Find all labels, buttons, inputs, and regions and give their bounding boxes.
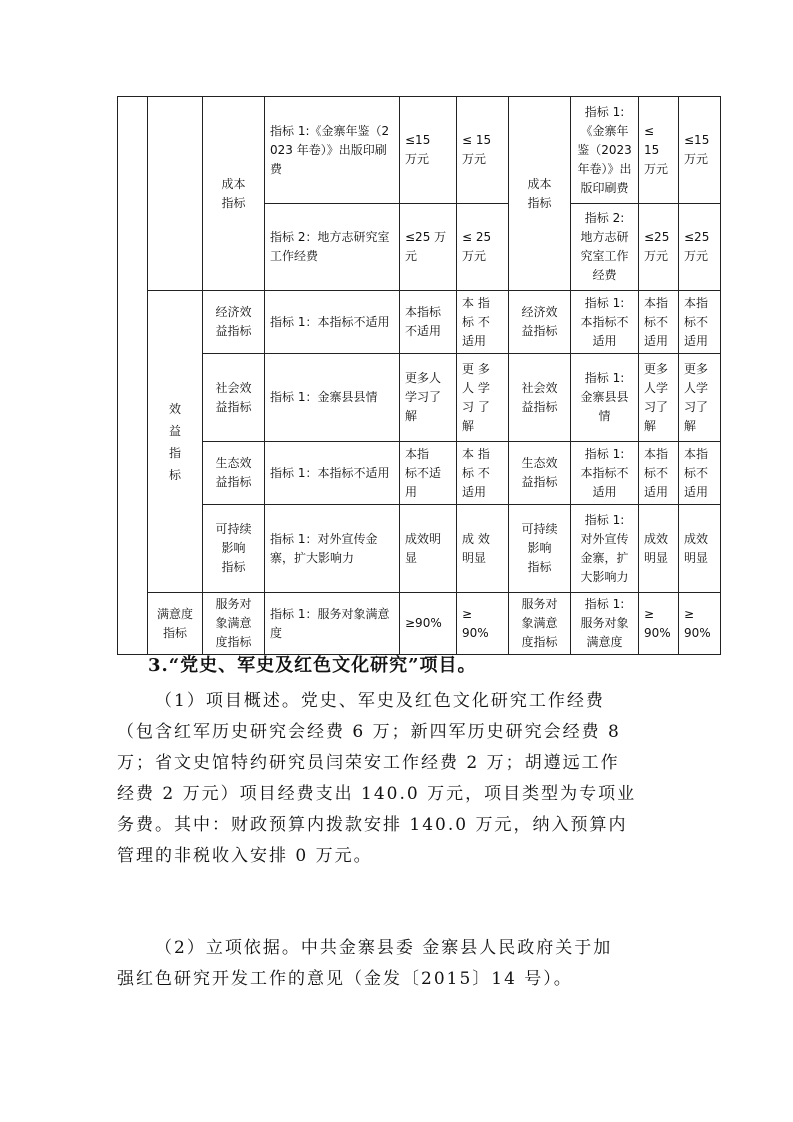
satisfaction-group: 满意度 指标 <box>148 593 203 655</box>
cost-right-category: 成本 指标 <box>509 97 571 291</box>
cost-value1-2: ≤25 万 元 <box>400 204 457 291</box>
cost-right-value2-2: ≤25 万元 <box>679 204 721 291</box>
cost-right-value1-1: ≤ 15 万元 <box>639 97 679 204</box>
performance-indicator-table <box>117 96 721 655</box>
benefit-right-value2-4: 成效 明显 <box>679 505 721 593</box>
satisfaction-right-indicator: 指标 1: 服务对象 满意度 <box>571 593 639 655</box>
benefit-value2-2: 更 多 人 学 习 了 解 <box>457 354 509 442</box>
project-basis-paragraph <box>117 933 677 995</box>
paragraph-line: （包含红军历史研究会经费 6 万；新四军历史研究会经费 8 <box>117 722 621 742</box>
cost-value2-1: ≤ 15 万元 <box>457 97 509 204</box>
satisfaction-right-category: 服务对 象满意 度指标 <box>509 593 571 655</box>
paragraph-line: 经费 2 万元）项目经费支出 140.0 万元，项目类型为专项业 <box>117 784 637 804</box>
benefit-group: 效 益 指 标 <box>148 291 203 593</box>
benefit-right-indicator-1: 指标 1: 本指标不 适用 <box>571 291 639 354</box>
cost-group-cell <box>148 97 203 291</box>
benefit-right-value2-3: 本指 标不 适用 <box>679 442 721 505</box>
benefit-value2-1: 本 指 标 不 适用 <box>457 291 509 354</box>
satisfaction-value2: ≥ 90% <box>457 593 509 655</box>
benefit-indicator-4: 指标 1：对外宣传金寨，扩大影响力 <box>265 505 400 593</box>
benefit-indicator-2: 指标 1：金寨县县情 <box>265 354 400 442</box>
benefit-right-indicator-2: 指标 1: 金寨县县 情 <box>571 354 639 442</box>
outer-margin-cell <box>118 97 148 655</box>
paragraph-line: 务费。其中：财政预算内拨款安排 140.0 万元，纳入预算内 <box>117 815 628 835</box>
satisfaction-value1: ≥90% <box>400 593 457 655</box>
benefit-category-4: 可持续 影响 指标 <box>203 505 265 593</box>
benefit-right-value2-2: 更多 人学 习了 解 <box>679 354 721 442</box>
benefit-right-category-2: 社会效 益指标 <box>509 354 571 442</box>
cost-right-value1-2: ≤25 万元 <box>639 204 679 291</box>
benefit-right-category-3: 生态效 益指标 <box>509 442 571 505</box>
satisfaction-indicator: 指标 1：服务对象满意度 <box>265 593 400 655</box>
benefit-right-category-1: 经济效 益指标 <box>509 291 571 354</box>
benefit-right-indicator-3: 指标 1: 本指标不 适用 <box>571 442 639 505</box>
satisfaction-right-value1: ≥ 90% <box>639 593 679 655</box>
benefit-right-category-4: 可持续 影响 指标 <box>509 505 571 593</box>
paragraph-line: （2）立项依据。中共金寨县委 金寨县人民政府关于加 <box>155 938 613 958</box>
benefit-right-value2-1: 本指 标不 适用 <box>679 291 721 354</box>
benefit-category-1: 经济效 益指标 <box>203 291 265 354</box>
satisfaction-category: 服务对 象满意 度指标 <box>203 593 265 655</box>
benefit-right-indicator-4: 指标 1: 对外宣传 金寨，扩 大影响力 <box>571 505 639 593</box>
project-overview-paragraph <box>117 686 677 872</box>
cost-category: 成本 指标 <box>203 97 265 291</box>
benefit-right-value1-3: 本指 标不 适用 <box>639 442 679 505</box>
benefit-value1-1: 本指标 不适用 <box>400 291 457 354</box>
benefit-category-2: 社会效 益指标 <box>203 354 265 442</box>
cost-right-indicator-2: 指标 2: 地方志研 究室工作 经费 <box>571 204 639 291</box>
benefit-value1-2: 更多人 学习了 解 <box>400 354 457 442</box>
cost-indicator-2: 指标 2：地方志研究室工作经费 <box>265 204 400 291</box>
cost-value1-1: ≤15 万元 <box>400 97 457 204</box>
cost-right-indicator-1: 指标 1: 《金寨年 鉴（2023 年卷）》出 版印刷费 <box>571 97 639 204</box>
benefit-right-value1-4: 成效 明显 <box>639 505 679 593</box>
satisfaction-right-value2: ≥ 90% <box>679 593 721 655</box>
cost-value2-2: ≤ 25 万元 <box>457 204 509 291</box>
benefit-indicator-1: 指标 1：本指标不适用 <box>265 291 400 354</box>
paragraph-line: 万；省文史馆特约研究员闫荣安工作经费 2 万；胡遵远工作 <box>117 753 620 773</box>
benefit-value1-4: 成效明 显 <box>400 505 457 593</box>
cost-indicator-1: 指标 1:《金寨年鉴（2023 年卷）》出版印刷费 <box>265 97 400 204</box>
paragraph-line: （1）项目概述。党史、军史及红色文化研究工作经费 <box>155 691 605 711</box>
benefit-indicator-3: 指标 1：本指标不适用 <box>265 442 400 505</box>
paragraph-line: 管理的非税收入安排 0 万元。 <box>117 846 373 866</box>
benefit-value2-3: 本 指 标 不 适用 <box>457 442 509 505</box>
paragraph-line: 强红色研究开发工作的意见（金发〔2015〕14 号）。 <box>117 969 573 989</box>
benefit-category-3: 生态效 益指标 <box>203 442 265 505</box>
benefit-right-value1-1: 本指 标不 适用 <box>639 291 679 354</box>
benefit-right-value1-2: 更多 人学 习了 解 <box>639 354 679 442</box>
cost-right-value2-1: ≤15 万元 <box>679 97 721 204</box>
benefit-value2-4: 成 效 明显 <box>457 505 509 593</box>
benefit-value1-3: 本指 标不适 用 <box>400 442 457 505</box>
section-title: 3.“党史、军史及红色文化研究”项目。 <box>148 655 477 676</box>
